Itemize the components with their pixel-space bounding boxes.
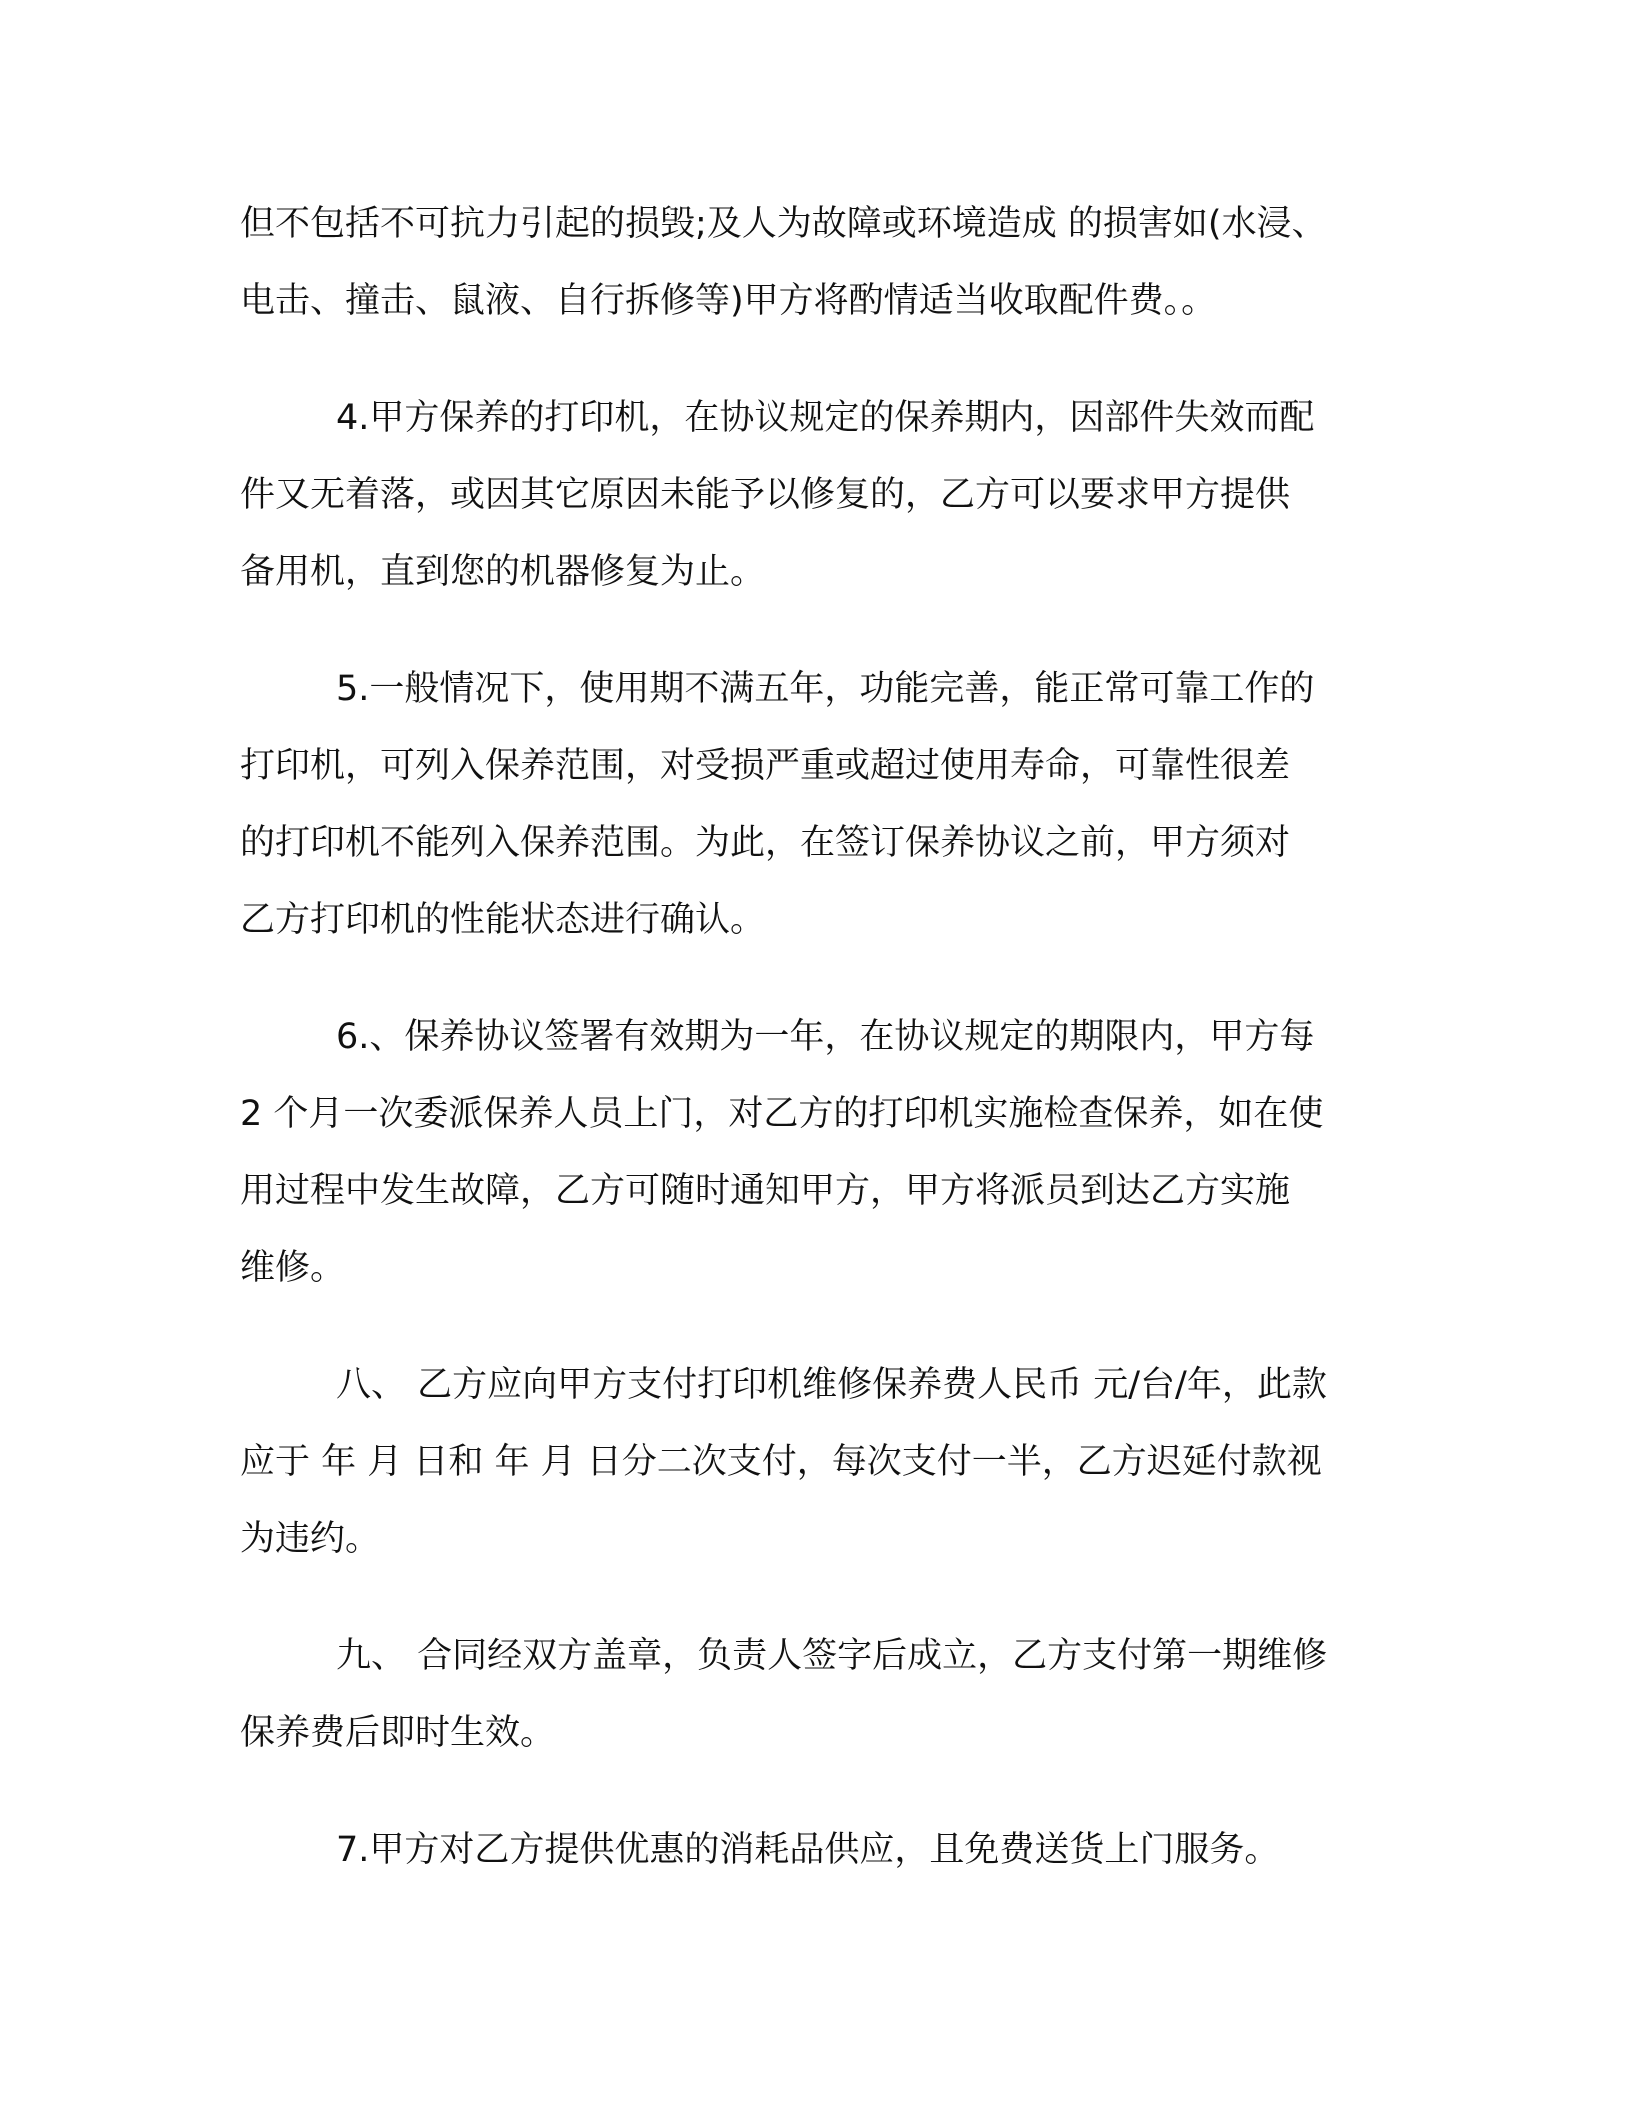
text-line: 件又无着落，或因其它原因未能予以修复的，乙方可以要求甲方提供 <box>240 475 1291 515</box>
text-line: 5.一般情况下，使用期不满五年，功能完善，能正常可靠工作的 <box>336 669 1315 709</box>
text-line: 但不包括不可抗力引起的损毁;及人为故障或环境造成 的损害如(水浸、 <box>240 204 1327 244</box>
paragraph-clause-7 <box>240 1812 1390 1889</box>
paragraph-clause-6 <box>240 999 1390 1307</box>
paragraph-clause-8 <box>240 1347 1390 1578</box>
text-line: 4.甲方保养的打印机，在协议规定的保养期内，因部件失效而配 <box>336 398 1315 438</box>
text-line: 打印机，可列入保养范围，对受损严重或超过使用寿命，可靠性很差 <box>240 746 1291 786</box>
text-line: 维修。 <box>240 1248 346 1288</box>
text-line: 为违约。 <box>240 1519 381 1559</box>
text-line: 7.甲方对乙方提供优惠的消耗品供应，且免费送货上门服务。 <box>336 1830 1280 1870</box>
text-line: 保养费后即时生效。 <box>240 1713 556 1753</box>
document-page <box>240 186 1390 1929</box>
text-line: 应于 年 月 日和 年 月 日分二次支付，每次支付一半，乙方迟延付款视 <box>240 1442 1322 1482</box>
text-line: 乙方打印机的性能状态进行确认。 <box>240 900 766 940</box>
text-line: 八、 乙方应向甲方支付打印机维修保养费人民币 元/台/年，此款 <box>336 1365 1327 1405</box>
text-line: 用过程中发生故障，乙方可随时通知甲方，甲方将派员到达乙方实施 <box>240 1171 1291 1211</box>
text-line: 备用机，直到您的机器修复为止。 <box>240 552 766 592</box>
text-line: 的打印机不能列入保养范围。为此，在签订保养协议之前，甲方须对 <box>240 823 1291 863</box>
paragraph-clause-4 <box>240 380 1390 611</box>
paragraph-damage-exclusion <box>240 186 1390 340</box>
text-line: 2 个月一次委派保养人员上门，对乙方的打印机实施检查保养，如在使 <box>240 1094 1324 1134</box>
paragraph-clause-5 <box>240 651 1390 959</box>
text-line: 九、 合同经双方盖章，负责人签字后成立，乙方支付第一期维修 <box>336 1636 1328 1676</box>
text-line: 电击、撞击、鼠液、自行拆修等)甲方将酌情适当收取配件费。。 <box>240 281 1217 321</box>
paragraph-clause-9 <box>240 1618 1390 1772</box>
text-line: 6.、保养协议签署有效期为一年，在协议规定的期限内，甲方每 <box>336 1017 1315 1057</box>
